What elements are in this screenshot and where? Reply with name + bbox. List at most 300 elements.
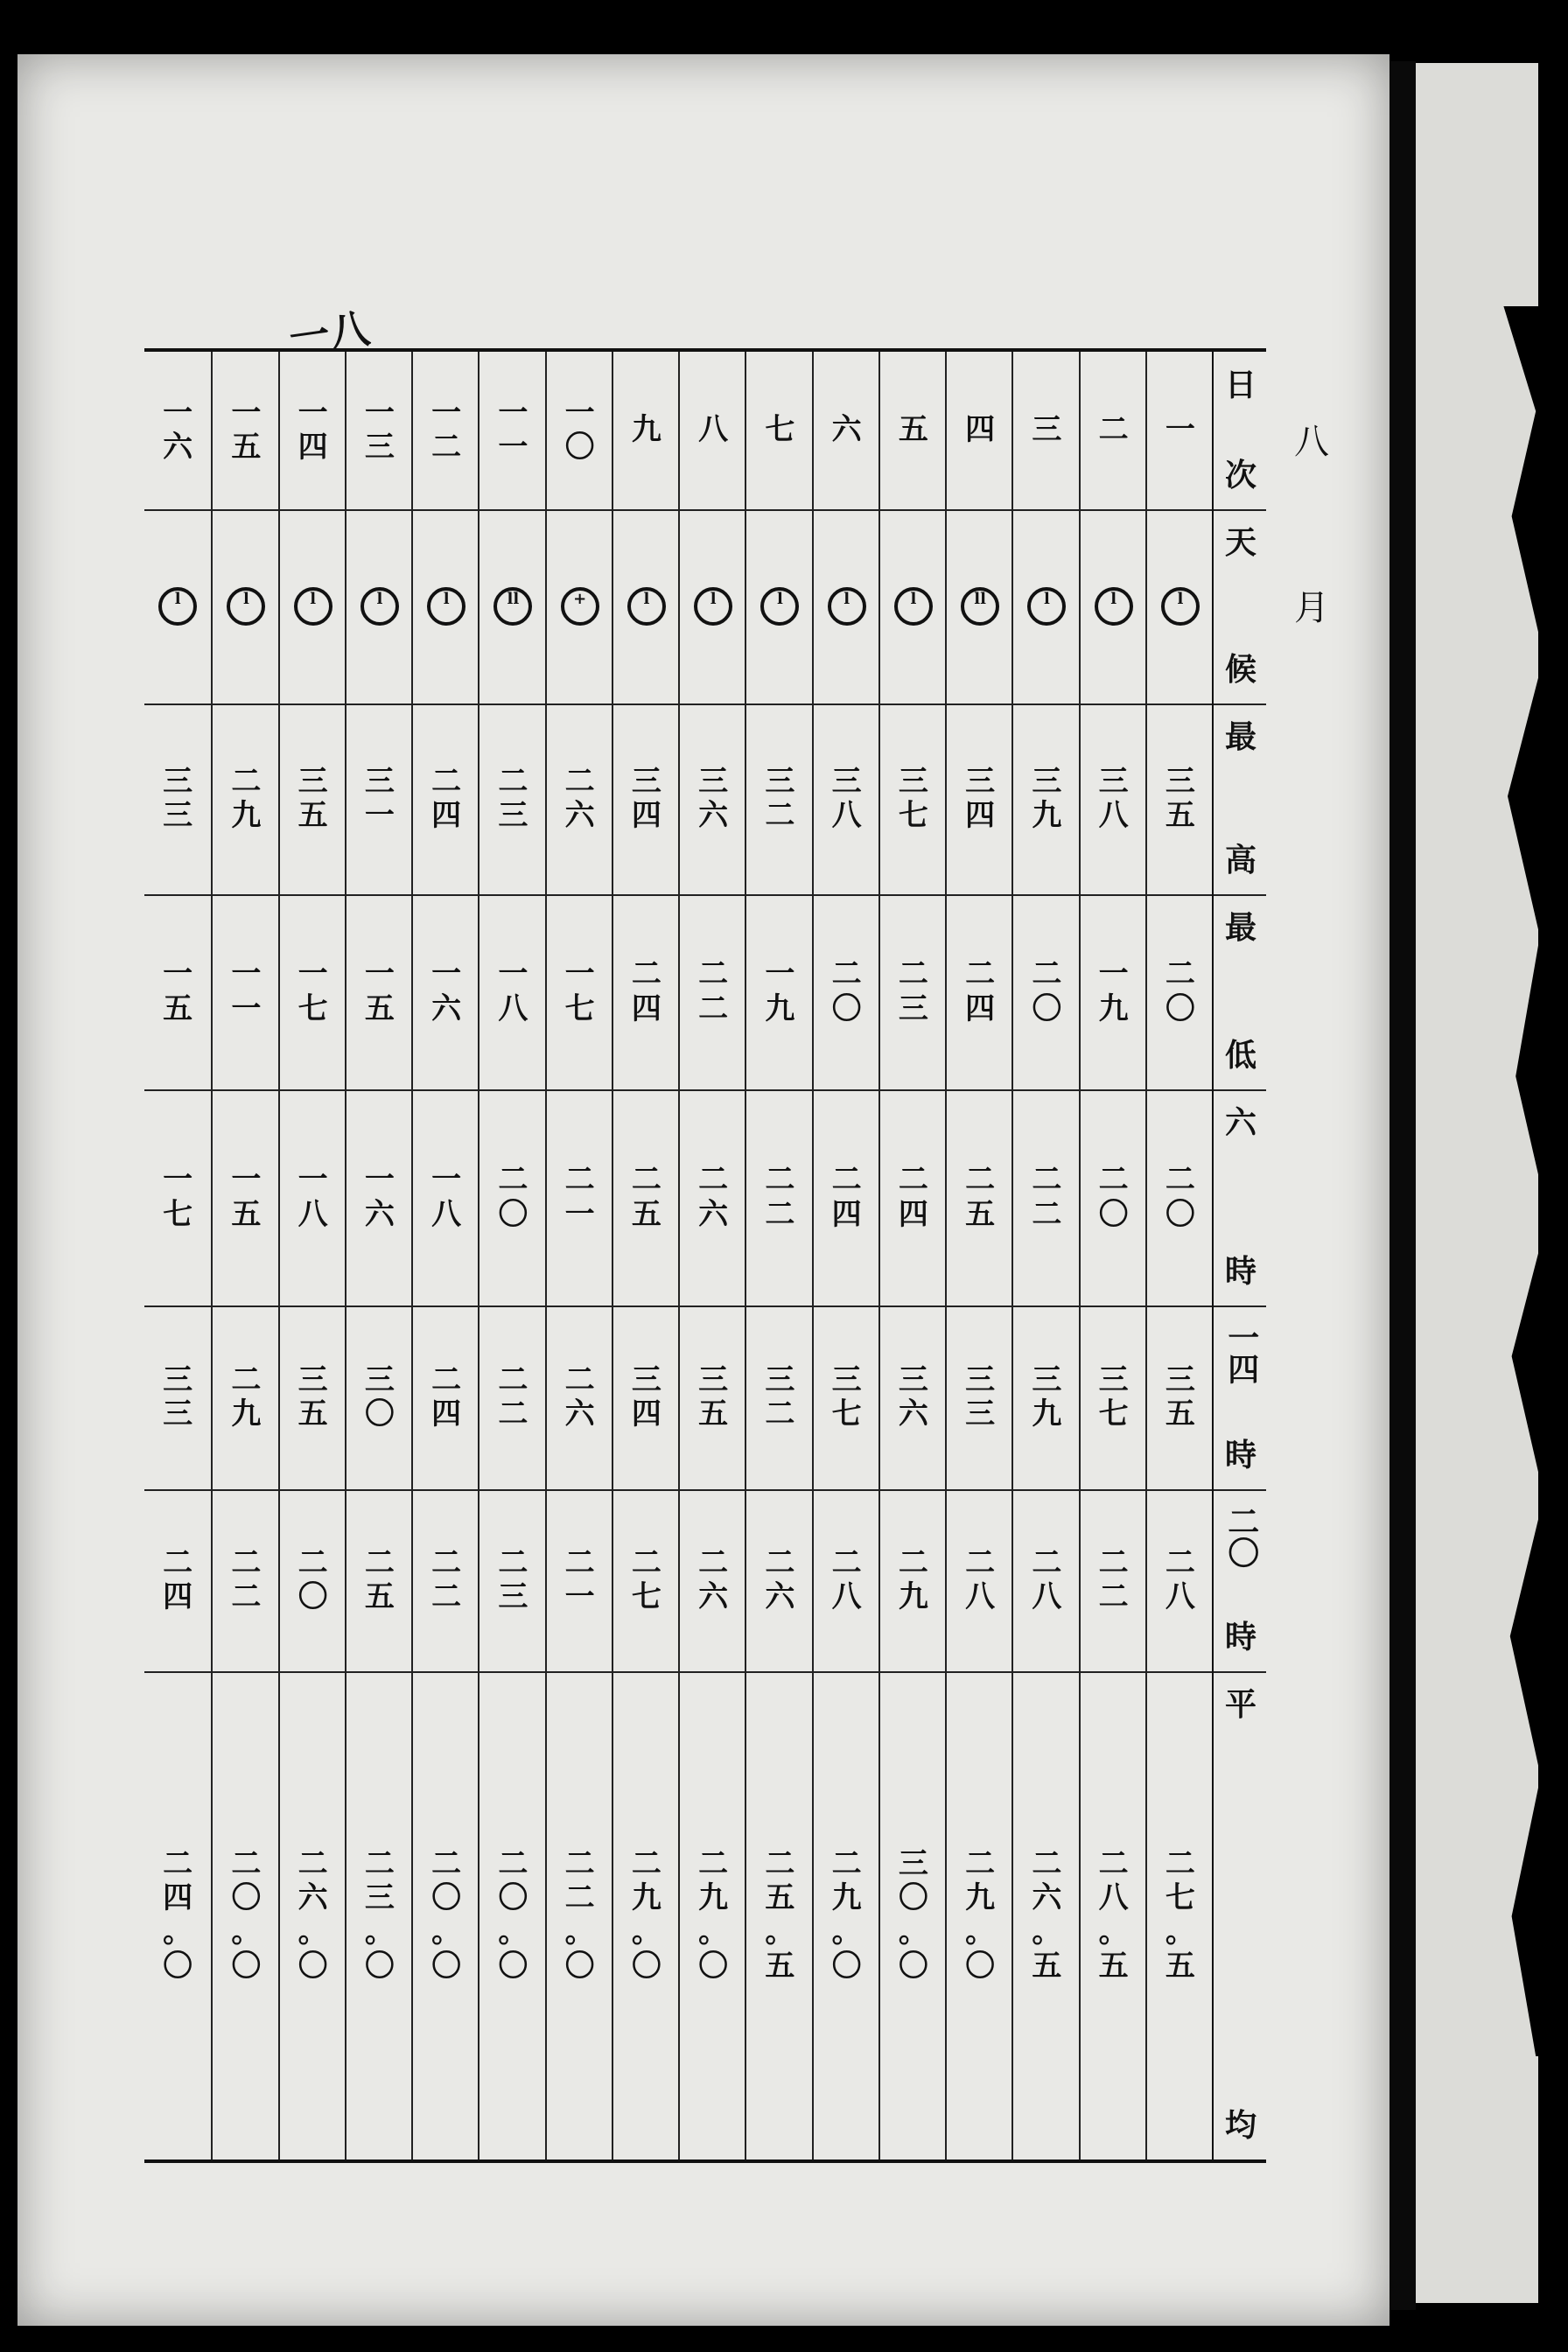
cell-t14 <box>1013 1306 1080 1489</box>
cell-char: 九 <box>1098 990 1129 1026</box>
cell-char: 五 <box>631 1196 662 1232</box>
cell-char: 四 <box>163 1880 193 1915</box>
cell-char: 三 <box>898 990 928 1026</box>
cell-char: 二 <box>965 1845 996 1881</box>
day-column <box>411 352 480 2160</box>
cell-t14 <box>413 1306 480 1489</box>
day-column <box>612 352 680 2160</box>
header-cell <box>1214 1671 1268 2160</box>
cell-max <box>1147 704 1214 894</box>
cell-min <box>746 894 813 1089</box>
cell-char: 八 <box>831 798 862 833</box>
day-column <box>812 352 880 2160</box>
cell-char: 〇 <box>298 1579 328 1614</box>
cell-weather <box>144 509 211 704</box>
cell-weather <box>1081 509 1147 704</box>
rain-symbol: + <box>561 587 599 626</box>
cell-char: 五 <box>364 1579 395 1614</box>
cell-t20 <box>213 1489 279 1671</box>
cell-char: 一 <box>163 1162 193 1198</box>
cell-t6 <box>213 1089 279 1306</box>
cell-char: 二 <box>1098 412 1129 448</box>
cell-t14 <box>746 1306 813 1489</box>
cell-weather <box>746 509 813 704</box>
cell-max <box>280 704 346 894</box>
cell-char: 〇 <box>498 1196 528 1232</box>
cell-char: 二 <box>1098 1845 1129 1881</box>
day-column <box>745 352 813 2160</box>
cell-avg <box>1081 1671 1147 2160</box>
cell-char: 三 <box>1165 1362 1195 1397</box>
cell-t14 <box>144 1306 211 1489</box>
cell-t14 <box>880 1306 947 1489</box>
cell-day <box>280 352 346 509</box>
cell-t14 <box>1147 1306 1214 1489</box>
cell-char: 二 <box>831 1544 862 1580</box>
cell-char: 〇 <box>431 1880 462 1915</box>
cell-char: 二 <box>564 763 595 799</box>
cell-char: 〇 <box>231 1880 262 1915</box>
cell-day <box>1013 352 1080 509</box>
cell-char: 八 <box>1032 1579 1062 1614</box>
cell-t20 <box>547 1489 613 1671</box>
cell-char: 六 <box>431 990 462 1026</box>
cell-char: 〇 <box>498 1949 528 1984</box>
header-cell <box>1214 509 1268 704</box>
cell-day <box>880 352 947 509</box>
cell-char: 。 <box>631 1914 662 1950</box>
cell-min <box>613 894 680 1089</box>
cell-max <box>1081 704 1147 894</box>
cell-char: 二 <box>831 1845 862 1881</box>
cell-avg <box>680 1671 746 2160</box>
cell-char: 二 <box>898 1162 928 1198</box>
cell-char: 〇 <box>698 1949 729 1984</box>
cell-char: 〇 <box>831 990 862 1026</box>
cell-day <box>413 352 480 509</box>
header-cell <box>1214 894 1268 1089</box>
cloudy-symbol: ll <box>961 587 999 626</box>
cell-char: 九 <box>831 1880 862 1915</box>
cell-t20 <box>280 1489 346 1671</box>
cell-char: 〇 <box>1032 990 1062 1026</box>
cell-char: 二 <box>1165 1845 1195 1881</box>
cell-day <box>613 352 680 509</box>
cell-char: 三 <box>1165 763 1195 799</box>
cell-char: 五 <box>231 1196 262 1232</box>
cell-t20 <box>746 1489 813 1671</box>
cell-weather <box>547 509 613 704</box>
cell-char: 三 <box>831 1362 862 1397</box>
cell-char: 二 <box>298 1544 328 1580</box>
cell-avg <box>480 1671 546 2160</box>
day-column <box>945 352 1013 2160</box>
partly-cloudy-symbol: l <box>694 587 732 626</box>
cell-t6 <box>680 1089 746 1306</box>
cell-char: 。 <box>298 1914 328 1950</box>
cell-char: 二 <box>698 1162 729 1198</box>
cell-t14 <box>814 1306 880 1489</box>
partly-cloudy-symbol: l <box>294 587 332 626</box>
cell-char: 二 <box>698 990 729 1026</box>
cell-char: 七 <box>765 412 795 448</box>
cell-char: 。 <box>431 1914 462 1950</box>
cell-char: 二 <box>564 1362 595 1397</box>
cell-char: 一 <box>364 798 395 833</box>
cell-char: 四 <box>631 798 662 833</box>
cell-char: 。 <box>498 1914 528 1950</box>
cell-char: 一 <box>298 1162 328 1198</box>
cell-char: 六 <box>163 430 193 465</box>
cell-day <box>746 352 813 509</box>
cell-char: 。 <box>1032 1914 1062 1950</box>
partly-cloudy-symbol: l <box>1027 587 1066 626</box>
cell-char: 一 <box>231 956 262 992</box>
cell-char: 三 <box>163 798 193 833</box>
cell-t14 <box>680 1306 746 1489</box>
header-text: 次 <box>1224 456 1256 494</box>
cell-char: 。 <box>364 1914 395 1950</box>
cell-char: 九 <box>231 798 262 833</box>
cell-char: 二 <box>498 1396 528 1432</box>
cell-char: 六 <box>698 798 729 833</box>
cell-char: 四 <box>431 1396 462 1432</box>
cell-char: 二 <box>231 1845 262 1881</box>
day-column <box>278 352 346 2160</box>
cell-t20 <box>346 1489 413 1671</box>
cell-char: 二 <box>1032 956 1062 992</box>
cell-char: 一 <box>231 1162 262 1198</box>
cell-day <box>1081 352 1147 509</box>
cell-char: 三 <box>965 1396 996 1432</box>
cell-char: 一 <box>364 395 395 430</box>
cell-char: 二 <box>765 798 795 833</box>
day-column <box>144 352 211 2160</box>
cell-min <box>413 894 480 1089</box>
cell-min <box>1013 894 1080 1089</box>
cell-min <box>1081 894 1147 1089</box>
cell-t14 <box>547 1306 613 1489</box>
cell-char: 〇 <box>1165 1196 1195 1232</box>
cell-char: 三 <box>1032 1362 1062 1397</box>
cell-char: 三 <box>163 1362 193 1397</box>
cell-char: 一 <box>364 956 395 992</box>
cell-t14 <box>1081 1306 1147 1489</box>
cell-avg <box>547 1671 613 2160</box>
cloudy-symbol: ll <box>494 587 532 626</box>
cell-char: 二 <box>831 1162 862 1198</box>
cell-char: 。 <box>163 1914 193 1950</box>
cell-char: 一 <box>231 395 262 430</box>
cell-t6 <box>947 1089 1013 1306</box>
cell-char: 〇 <box>364 1949 395 1984</box>
cell-char: 六 <box>898 1396 928 1432</box>
cell-t6 <box>746 1089 813 1306</box>
cell-char: 五 <box>231 430 262 465</box>
cell-char: 一 <box>498 430 528 465</box>
partly-cloudy-symbol: l <box>227 587 265 626</box>
cell-char: 二 <box>765 1544 795 1580</box>
cell-char: 八 <box>698 412 729 448</box>
header-cell <box>1214 1306 1268 1489</box>
cell-char: 二 <box>965 1544 996 1580</box>
cell-avg <box>613 1671 680 2160</box>
cell-char: 五 <box>1165 798 1195 833</box>
header-text: 二〇 <box>1222 1505 1260 1568</box>
cell-char: 六 <box>564 798 595 833</box>
cell-char: 二 <box>564 1544 595 1580</box>
cell-char: 〇 <box>564 430 595 465</box>
cell-char: 六 <box>564 1396 595 1432</box>
cell-avg <box>346 1671 413 2160</box>
cell-min <box>547 894 613 1089</box>
cell-char: 一 <box>364 1162 395 1198</box>
cell-char: 八 <box>1165 1579 1195 1614</box>
header-text: 平 <box>1224 1686 1256 1723</box>
cell-char: 三 <box>698 763 729 799</box>
cell-min <box>280 894 346 1089</box>
cell-char: 五 <box>698 1396 729 1432</box>
cell-t14 <box>213 1306 279 1489</box>
header-text: 高 <box>1224 841 1256 878</box>
partly-cloudy-symbol: l <box>427 587 466 626</box>
cell-weather <box>413 509 480 704</box>
cell-char: 二 <box>298 1845 328 1881</box>
cell-day <box>213 352 279 509</box>
cell-char: 二 <box>698 1544 729 1580</box>
cell-char: 二 <box>364 1845 395 1881</box>
cell-char: 二 <box>498 763 528 799</box>
cell-avg <box>1147 1671 1214 2160</box>
cell-max <box>1013 704 1080 894</box>
cell-weather <box>680 509 746 704</box>
cell-t20 <box>613 1489 680 1671</box>
cell-char: 五 <box>298 798 328 833</box>
cell-min <box>1147 894 1214 1089</box>
cell-char: 三 <box>965 763 996 799</box>
cell-avg <box>280 1671 346 2160</box>
cell-char: 三 <box>898 1845 928 1881</box>
cell-char: 一 <box>765 956 795 992</box>
cell-char: 二 <box>163 1544 193 1580</box>
cell-max <box>814 704 880 894</box>
cell-max <box>413 704 480 894</box>
cell-day <box>680 352 746 509</box>
cell-max <box>613 704 680 894</box>
cell-char: 二 <box>765 1845 795 1881</box>
cell-char: 三 <box>364 1880 395 1915</box>
cell-char: 二 <box>564 1880 595 1915</box>
cell-char: 八 <box>1098 798 1129 833</box>
cell-char: 二 <box>698 1845 729 1881</box>
cell-min <box>480 894 546 1089</box>
cell-char: 三 <box>765 1362 795 1397</box>
cell-char: 〇 <box>631 1949 662 1984</box>
cell-t20 <box>680 1489 746 1671</box>
cell-t20 <box>1147 1489 1214 1671</box>
cell-char: 五 <box>1032 1949 1062 1984</box>
cell-char: 七 <box>1165 1880 1195 1915</box>
cell-char: 七 <box>298 990 328 1026</box>
cell-min <box>144 894 211 1089</box>
partly-cloudy-symbol: l <box>828 587 866 626</box>
cell-max <box>947 704 1013 894</box>
day-column <box>211 352 279 2160</box>
cell-max <box>680 704 746 894</box>
cell-char: 九 <box>1032 798 1062 833</box>
cell-char: 八 <box>1098 1880 1129 1915</box>
cell-min <box>880 894 947 1089</box>
cell-char: 〇 <box>163 1949 193 1984</box>
cell-char: 二 <box>163 1845 193 1881</box>
cell-avg <box>746 1671 813 2160</box>
cell-char: 一 <box>1165 412 1195 448</box>
cell-char: 一 <box>431 1162 462 1198</box>
cell-t20 <box>144 1489 211 1671</box>
cell-char: 六 <box>364 1196 395 1232</box>
cell-char: 二 <box>498 1162 528 1198</box>
cell-weather <box>947 509 1013 704</box>
cell-char: 二 <box>231 1544 262 1580</box>
cell-max <box>480 704 546 894</box>
cell-char: 〇 <box>1165 990 1195 1026</box>
cell-t6 <box>1147 1089 1214 1306</box>
cell-t14 <box>613 1306 680 1489</box>
cell-char: 〇 <box>898 1949 928 1984</box>
cell-min <box>680 894 746 1089</box>
cell-char: 七 <box>163 1196 193 1232</box>
cell-char: 四 <box>298 430 328 465</box>
cell-weather <box>346 509 413 704</box>
cell-char: 七 <box>1098 1396 1129 1432</box>
cell-max <box>346 704 413 894</box>
cell-char: 二 <box>1098 1544 1129 1580</box>
cell-char: 九 <box>898 1579 928 1614</box>
cell-char: 三 <box>965 1362 996 1397</box>
cell-char: 二 <box>898 1544 928 1580</box>
partly-cloudy-symbol: l <box>1161 587 1200 626</box>
cell-t20 <box>1081 1489 1147 1671</box>
cell-char: 三 <box>1032 763 1062 799</box>
cell-char: 二 <box>1165 1544 1195 1580</box>
cell-char: 七 <box>631 1579 662 1614</box>
cell-char: 一 <box>498 956 528 992</box>
cell-char: 。 <box>564 1914 595 1950</box>
cell-char: 六 <box>698 1196 729 1232</box>
cell-day <box>346 352 413 509</box>
month-label-char-1: 八 <box>1294 422 1329 462</box>
cell-char: 三 <box>1098 763 1129 799</box>
cell-t6 <box>480 1089 546 1306</box>
cell-char: 四 <box>631 990 662 1026</box>
cell-min <box>814 894 880 1089</box>
cell-char: 〇 <box>965 1949 996 1984</box>
cell-day <box>547 352 613 509</box>
cell-char: 一 <box>564 1196 595 1232</box>
page-mark: 一八 <box>286 304 373 363</box>
cell-char: 一 <box>231 990 262 1026</box>
cell-day <box>814 352 880 509</box>
cell-char: 二 <box>1032 1162 1062 1198</box>
cell-char: 七 <box>831 1396 862 1432</box>
cell-char: 九 <box>631 1880 662 1915</box>
cell-char: 三 <box>898 763 928 799</box>
cell-char: 三 <box>364 1362 395 1397</box>
cell-char: 一 <box>163 956 193 992</box>
cell-char: 〇 <box>564 1949 595 1984</box>
cell-char: 一 <box>564 395 595 430</box>
cell-char: 二 <box>631 1162 662 1198</box>
cell-char: 一 <box>431 395 462 430</box>
cell-t6 <box>613 1089 680 1306</box>
header-text: 均 <box>1224 2106 1256 2144</box>
header-text: 六 <box>1224 1104 1256 1141</box>
header-text: 候 <box>1224 650 1256 688</box>
cell-char: 一 <box>498 395 528 430</box>
cell-char: 二 <box>498 1845 528 1881</box>
cell-char: 二 <box>1032 1196 1062 1232</box>
cell-avg <box>880 1671 947 2160</box>
cell-char: 二 <box>431 1362 462 1397</box>
partly-cloudy-symbol: l <box>894 587 933 626</box>
cell-t14 <box>280 1306 346 1489</box>
day-column <box>478 352 546 2160</box>
cell-t6 <box>880 1089 947 1306</box>
cell-char: 。 <box>765 1914 795 1950</box>
cell-t20 <box>880 1489 947 1671</box>
cell-t6 <box>413 1089 480 1306</box>
cell-char: 六 <box>831 412 862 448</box>
header-cell <box>1214 704 1268 894</box>
header-cell <box>1214 1489 1268 1671</box>
cell-t6 <box>346 1089 413 1306</box>
cell-char: 二 <box>431 1544 462 1580</box>
cell-char: 二 <box>1098 1162 1129 1198</box>
cell-char: 五 <box>765 1949 795 1984</box>
cell-char: 六 <box>298 1880 328 1915</box>
cell-char: 二 <box>431 763 462 799</box>
cell-char: 三 <box>1098 1362 1129 1397</box>
cell-char: 二 <box>364 1544 395 1580</box>
cell-char: 四 <box>898 1196 928 1232</box>
cell-char: 三 <box>898 1362 928 1397</box>
cell-t20 <box>814 1489 880 1671</box>
cell-char: 七 <box>564 990 595 1026</box>
partly-cloudy-symbol: l <box>1095 587 1133 626</box>
cell-weather <box>1147 509 1214 704</box>
cell-char: 二 <box>231 1362 262 1397</box>
adjacent-page-edge <box>1416 63 1538 2303</box>
cell-char: 〇 <box>1098 1196 1129 1232</box>
cell-char: 七 <box>898 798 928 833</box>
cell-char: 。 <box>1098 1914 1129 1950</box>
cell-day <box>1147 352 1214 509</box>
cell-char: 三 <box>364 430 395 465</box>
cell-char: 〇 <box>498 1880 528 1915</box>
cell-char: 三 <box>698 1362 729 1397</box>
cell-weather <box>480 509 546 704</box>
cell-char: 〇 <box>364 1396 395 1432</box>
cell-max <box>547 704 613 894</box>
cell-char: 四 <box>965 412 996 448</box>
cell-char: 二 <box>1165 1162 1195 1198</box>
cell-t14 <box>947 1306 1013 1489</box>
cell-char: 九 <box>698 1880 729 1915</box>
partly-cloudy-symbol: l <box>360 587 399 626</box>
cell-char: 五 <box>1165 1949 1195 1984</box>
cell-weather <box>1013 509 1080 704</box>
cell-char: 五 <box>1098 1949 1129 1984</box>
